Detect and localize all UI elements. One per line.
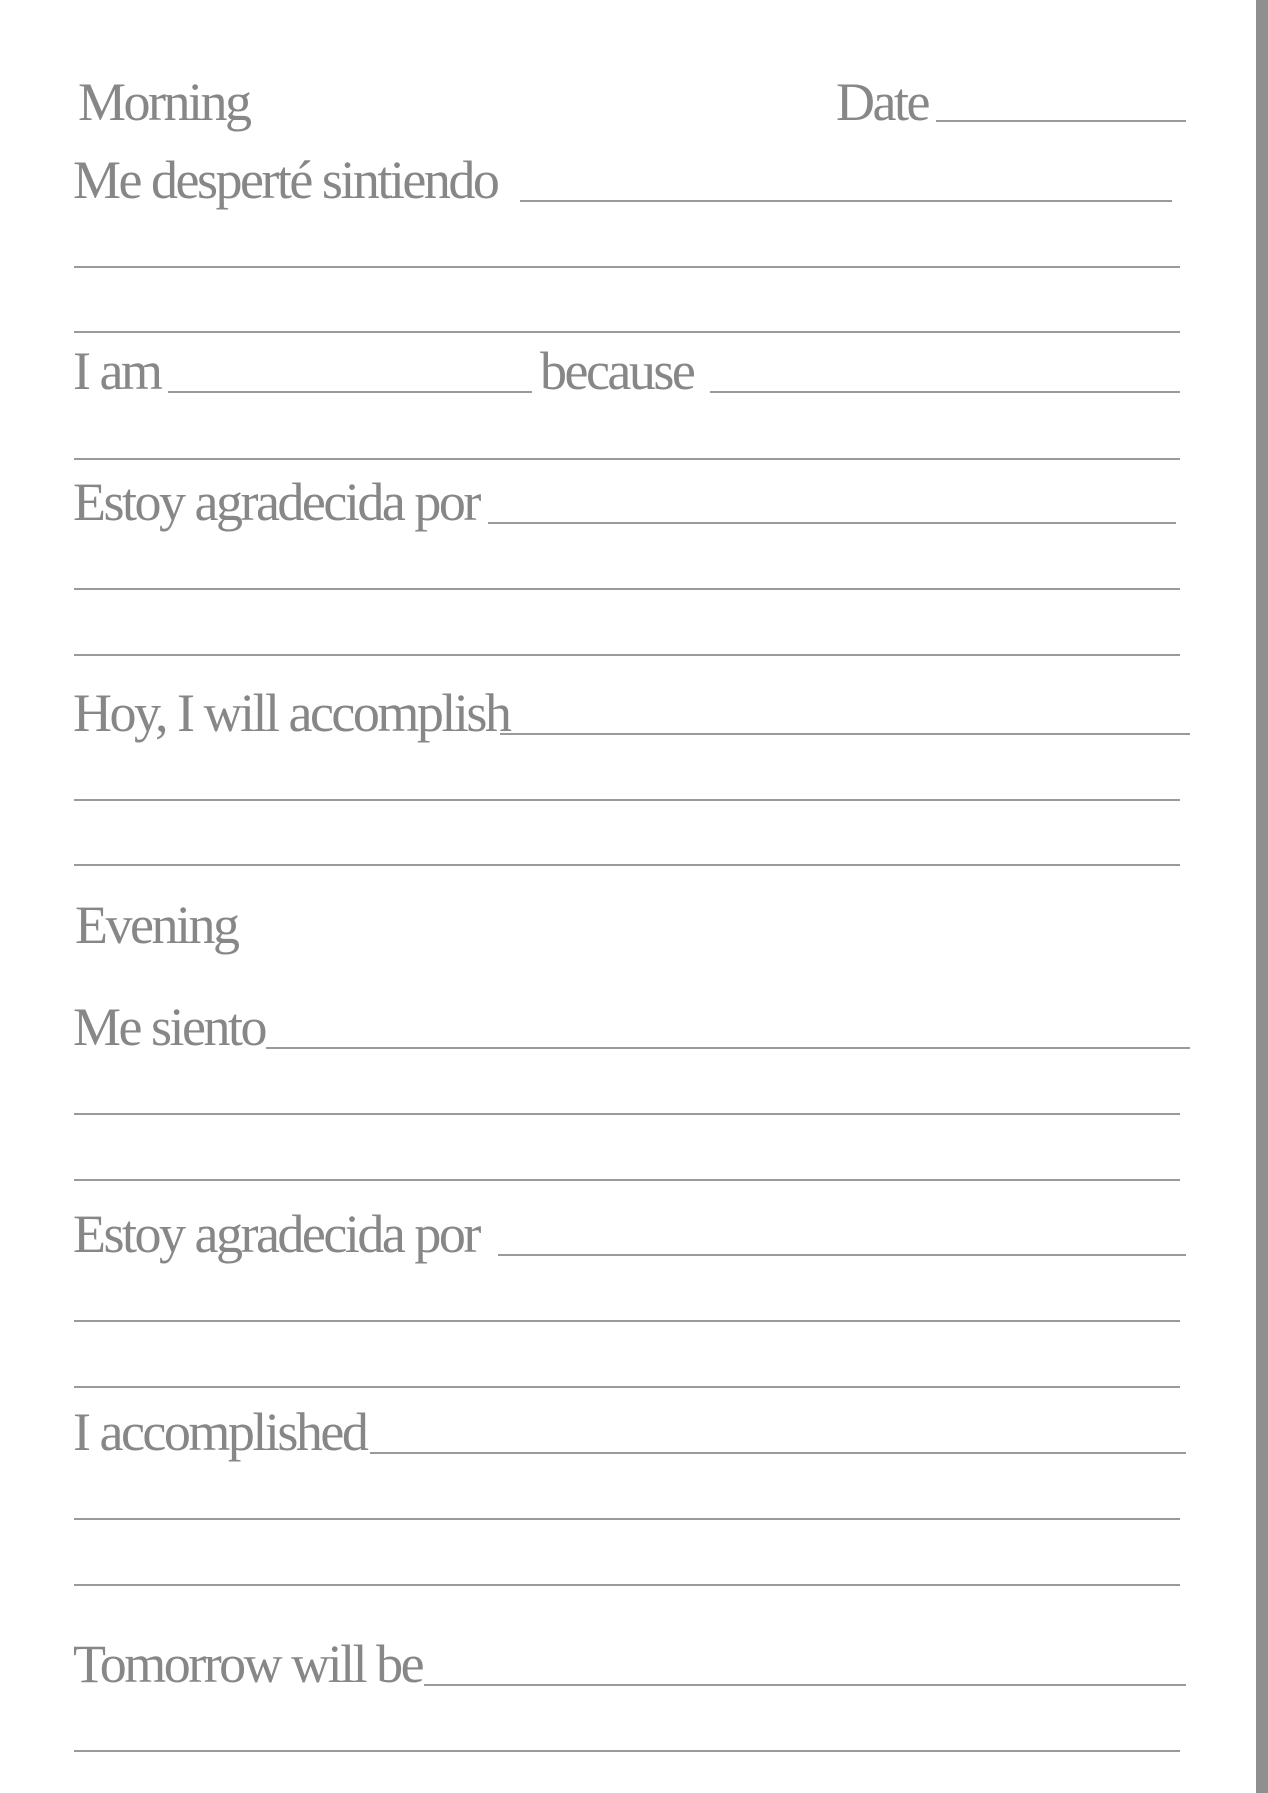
writing-line[interactable] — [74, 588, 1180, 590]
writing-line[interactable] — [74, 1386, 1180, 1388]
accomplish-label: Hoy, I will accomplish — [73, 683, 510, 743]
accomplished-line[interactable] — [370, 1452, 1186, 1454]
morning-grateful-label: Estoy agradecida por — [73, 472, 479, 532]
evening-grateful-line[interactable] — [498, 1254, 1186, 1256]
woke-feeling-label: Me desperté sintiendo — [73, 150, 498, 210]
writing-line[interactable] — [74, 1179, 1180, 1181]
writing-line[interactable] — [74, 864, 1180, 866]
evening-feeling-label: Me siento — [73, 997, 265, 1057]
writing-line[interactable] — [74, 799, 1180, 801]
evening-grateful-label: Estoy agradecida por — [73, 1204, 479, 1264]
page-edge — [1256, 0, 1268, 1793]
writing-line[interactable] — [74, 1518, 1180, 1520]
writing-line[interactable] — [74, 266, 1180, 268]
writing-line[interactable] — [74, 1320, 1180, 1322]
tomorrow-label: Tomorrow will be — [73, 1634, 423, 1694]
i-am-label: I am — [73, 341, 161, 401]
writing-line[interactable] — [74, 458, 1180, 460]
because-line[interactable] — [710, 391, 1180, 393]
tomorrow-line[interactable] — [424, 1684, 1186, 1686]
evening-feeling-line[interactable] — [266, 1047, 1190, 1049]
morning-grateful-line[interactable] — [488, 522, 1176, 524]
writing-line[interactable] — [74, 1113, 1180, 1115]
writing-line[interactable] — [74, 1584, 1180, 1586]
accomplish-line[interactable] — [500, 733, 1190, 735]
woke-feeling-line[interactable] — [520, 200, 1172, 202]
writing-line[interactable] — [74, 1750, 1180, 1752]
because-label: because — [540, 341, 694, 401]
morning-heading: Morning — [78, 72, 250, 132]
evening-heading: Evening — [75, 895, 238, 955]
writing-line[interactable] — [74, 654, 1180, 656]
date-line[interactable] — [936, 120, 1186, 122]
date-label: Date — [836, 72, 928, 132]
writing-line[interactable] — [74, 331, 1180, 333]
i-am-line[interactable] — [168, 391, 532, 393]
accomplished-label: I accomplished — [73, 1402, 367, 1462]
